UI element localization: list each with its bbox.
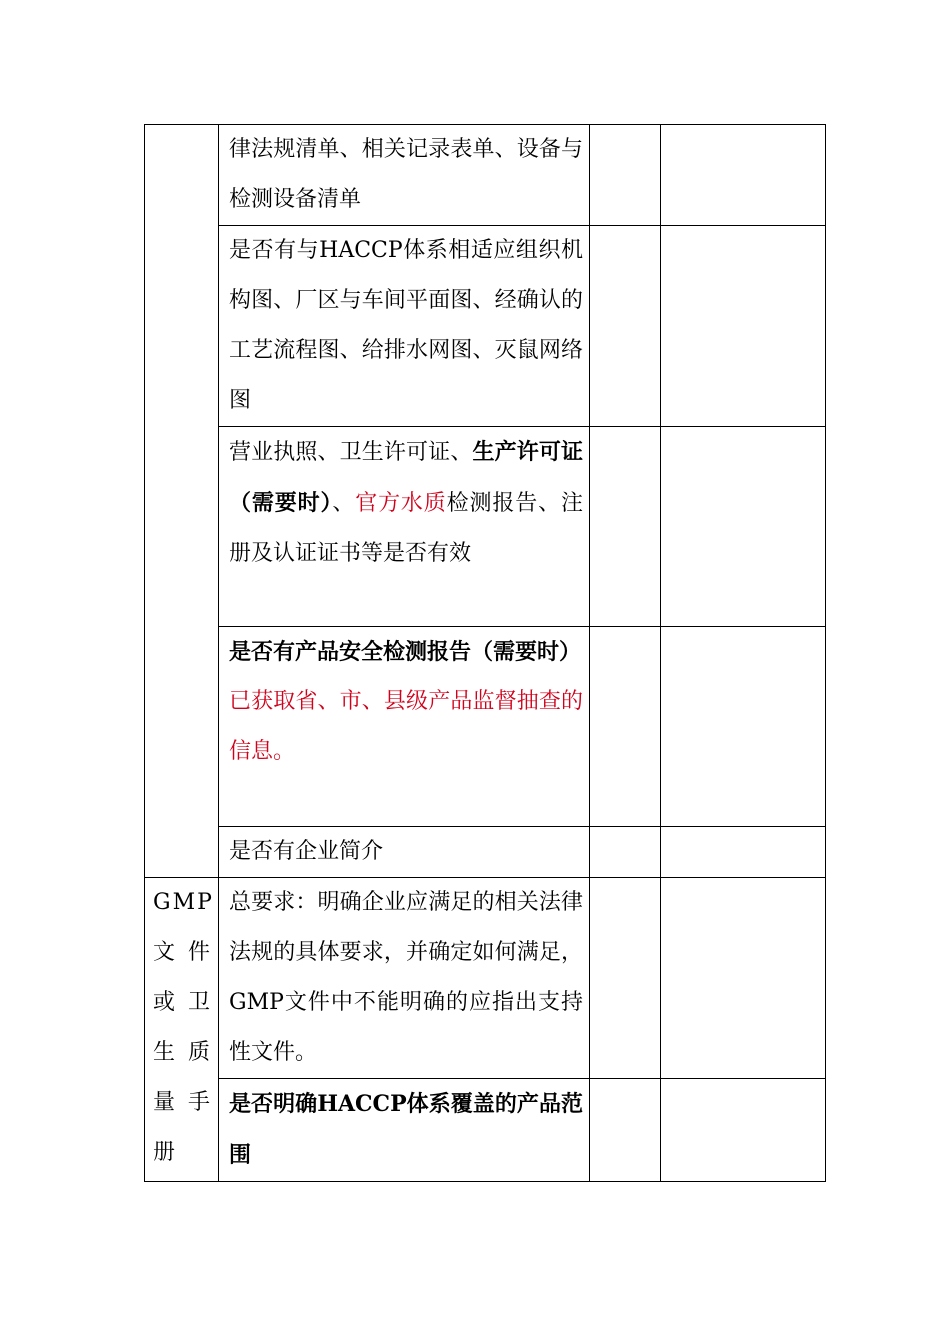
item-cell	[219, 1079, 590, 1182]
item-cell	[219, 125, 590, 226]
section-cell-empty	[145, 125, 219, 878]
item-cell	[219, 627, 590, 827]
remark-cell[interactable]	[661, 427, 826, 627]
check-cell[interactable]	[590, 125, 661, 226]
item-text-red: 官方水质	[355, 491, 447, 516]
table-row	[145, 125, 826, 226]
item-text: 是否有与HACCP体系相适应组织机构图、厂区与车间平面图、经确认的工艺流程图、给排水网图、灭鼠网络图	[229, 238, 583, 413]
item-text: 、	[332, 491, 356, 516]
item-text: 是否有企业简介	[229, 839, 384, 864]
check-cell[interactable]	[590, 827, 661, 878]
check-cell[interactable]	[590, 1079, 661, 1182]
remark-cell[interactable]	[661, 1079, 826, 1182]
item-text: 律法规清单、相关记录表单、设备与检测设备清单	[229, 137, 583, 212]
section-label-cell	[145, 878, 219, 1182]
item-text-bold: 是否明确HACCP体系覆盖的产品范围	[229, 1091, 583, 1168]
table-row	[145, 827, 826, 878]
remark-cell[interactable]	[661, 878, 826, 1079]
remark-cell[interactable]	[661, 627, 826, 827]
table-row	[145, 427, 826, 627]
check-cell[interactable]	[590, 878, 661, 1079]
section-label: GMP文件或卫生质量手册	[153, 890, 214, 1165]
item-text-red: 已获取省、市、县级产品监督抽查的信息。	[229, 689, 583, 764]
checklist-table	[144, 124, 826, 1182]
table-row	[145, 226, 826, 427]
remark-cell[interactable]	[661, 827, 826, 878]
check-cell[interactable]	[590, 427, 661, 627]
remark-cell[interactable]	[661, 125, 826, 226]
table-row	[145, 878, 826, 1079]
item-cell	[219, 427, 590, 627]
item-text: 营业执照、卫生许可证、	[229, 440, 473, 465]
table-row	[145, 627, 826, 827]
item-cell	[219, 878, 590, 1079]
item-cell	[219, 827, 590, 878]
check-cell[interactable]	[590, 627, 661, 827]
check-cell[interactable]	[590, 226, 661, 427]
item-text-bold: 生产许可证（需要时）	[229, 439, 583, 516]
item-cell	[219, 226, 590, 427]
item-text: 检测报告、注册及认证证书等是否有效	[229, 491, 583, 566]
remark-cell[interactable]	[661, 226, 826, 427]
table-row	[145, 1079, 826, 1182]
item-text-bold: 是否有产品安全检测报告（需要时）	[229, 639, 582, 665]
item-text: 总要求：明确企业应满足的相关法律法规的具体要求，并确定如何满足，GMP文件中不能明确的应指出支持性文件。	[229, 890, 583, 1065]
